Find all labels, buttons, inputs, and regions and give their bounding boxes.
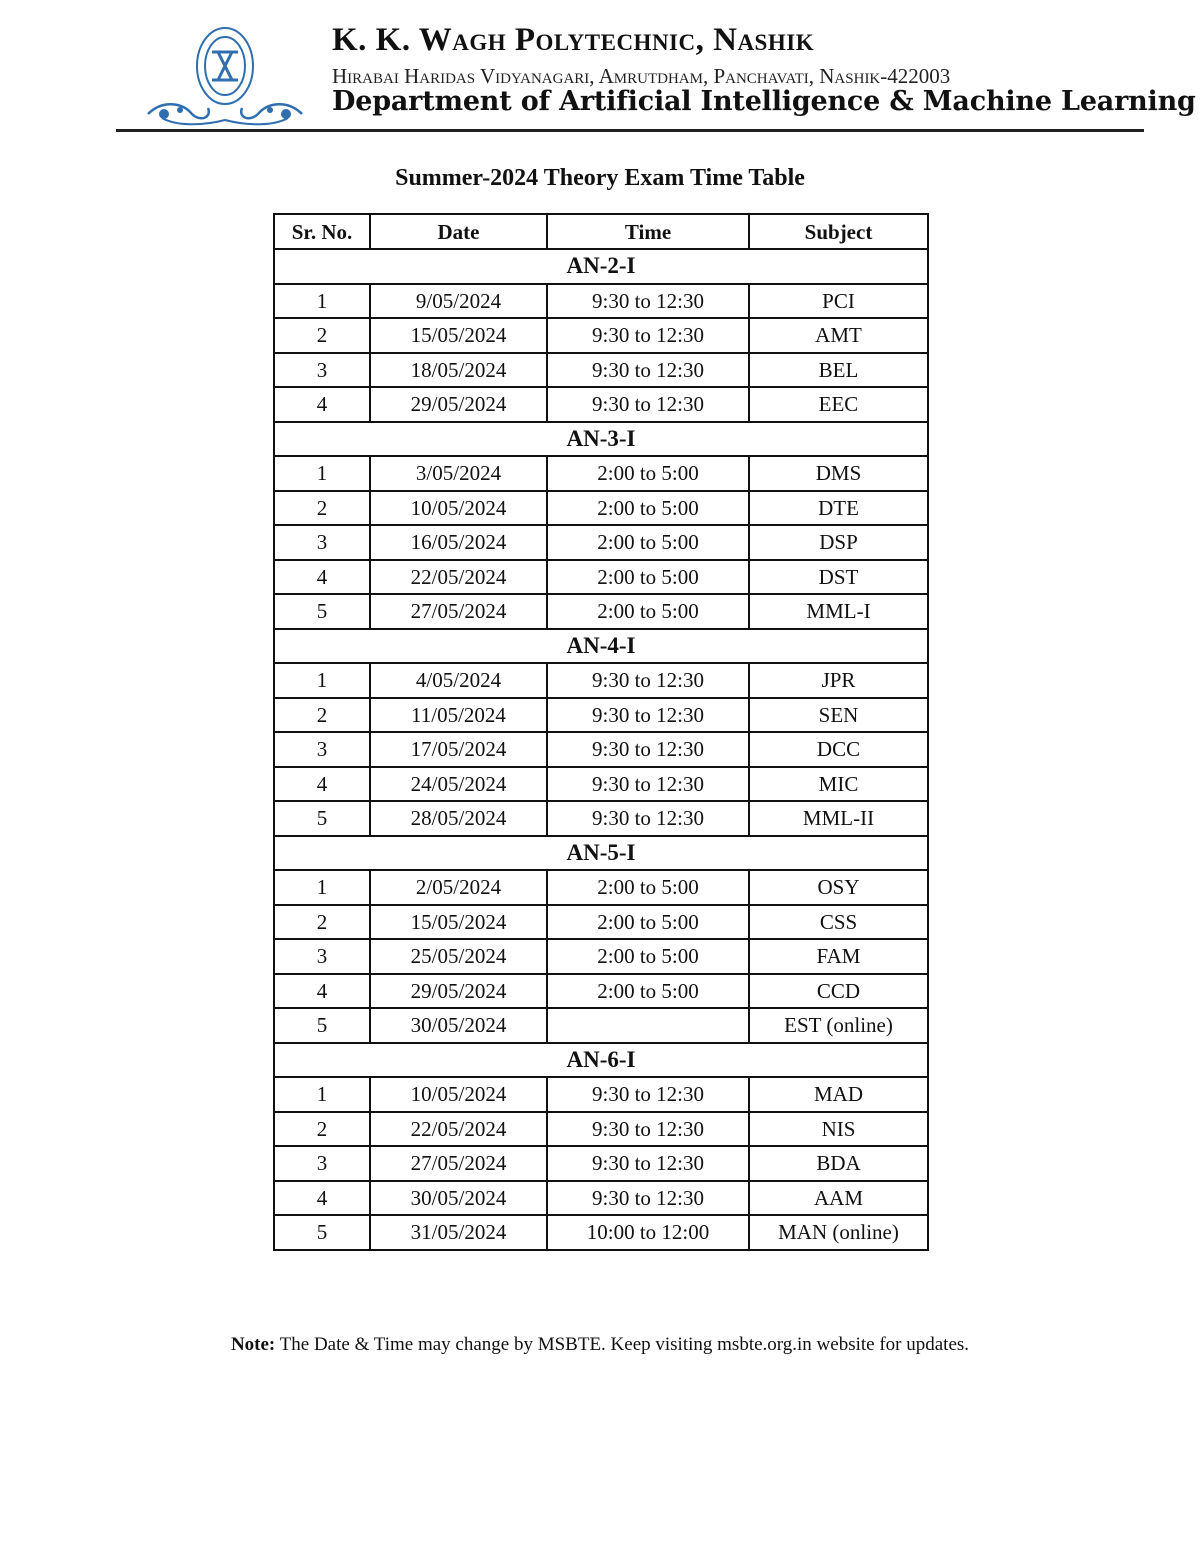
subject-cell: MAN (online) bbox=[749, 1215, 928, 1250]
sr-no-cell: 1 bbox=[274, 1077, 370, 1112]
sr-no-cell: 4 bbox=[274, 767, 370, 802]
subject-cell: PCI bbox=[749, 284, 928, 319]
subject-cell: MML-I bbox=[749, 594, 928, 629]
time-cell: 9:30 to 12:30 bbox=[547, 1077, 749, 1112]
date-cell: 27/05/2024 bbox=[370, 594, 547, 629]
date-cell: 31/05/2024 bbox=[370, 1215, 547, 1250]
sr-no-cell: 1 bbox=[274, 456, 370, 491]
date-cell: 30/05/2024 bbox=[370, 1181, 547, 1216]
institute-name: K. K. Wagh Polytechnic, Nashik bbox=[332, 22, 815, 58]
sr-no-cell: 4 bbox=[274, 387, 370, 422]
time-cell: 2:00 to 5:00 bbox=[547, 905, 749, 940]
subject-cell: SEN bbox=[749, 698, 928, 733]
time-cell: 9:30 to 12:30 bbox=[547, 284, 749, 319]
subject-cell: BDA bbox=[749, 1146, 928, 1181]
subject-cell: MIC bbox=[749, 767, 928, 802]
date-cell: 24/05/2024 bbox=[370, 767, 547, 802]
sr-no-cell: 4 bbox=[274, 560, 370, 595]
section-row bbox=[274, 836, 928, 871]
subject-cell: DCC bbox=[749, 732, 928, 767]
date-cell: 11/05/2024 bbox=[370, 698, 547, 733]
date-cell: 28/05/2024 bbox=[370, 801, 547, 836]
sr-no-cell: 5 bbox=[274, 594, 370, 629]
time-cell: 2:00 to 5:00 bbox=[547, 560, 749, 595]
date-cell: 10/05/2024 bbox=[370, 491, 547, 526]
section-row bbox=[274, 249, 928, 284]
sr-no-cell: 1 bbox=[274, 663, 370, 698]
table-row bbox=[274, 387, 928, 422]
time-cell: 2:00 to 5:00 bbox=[547, 594, 749, 629]
section-heading: AN-5-I bbox=[274, 836, 928, 871]
table-row bbox=[274, 353, 928, 388]
table-row bbox=[274, 525, 928, 560]
sr-no-cell: 2 bbox=[274, 491, 370, 526]
column-header-date: Date bbox=[370, 214, 547, 249]
page-title: Summer-2024 Theory Exam Time Table bbox=[395, 165, 805, 191]
subject-cell: DSP bbox=[749, 525, 928, 560]
date-cell: 25/05/2024 bbox=[370, 939, 547, 974]
time-cell: 9:30 to 12:30 bbox=[547, 1181, 749, 1216]
time-cell: 2:00 to 5:00 bbox=[547, 456, 749, 491]
subject-cell: DST bbox=[749, 560, 928, 595]
subject-cell: EST (online) bbox=[749, 1008, 928, 1043]
date-cell: 18/05/2024 bbox=[370, 353, 547, 388]
subject-cell: FAM bbox=[749, 939, 928, 974]
date-cell: 22/05/2024 bbox=[370, 1112, 547, 1147]
subject-cell: CCD bbox=[749, 974, 928, 1009]
date-cell: 15/05/2024 bbox=[370, 905, 547, 940]
time-cell: 9:30 to 12:30 bbox=[547, 663, 749, 698]
table-row bbox=[274, 698, 928, 733]
table-row bbox=[274, 594, 928, 629]
time-cell: 10:00 to 12:00 bbox=[547, 1215, 749, 1250]
sr-no-cell: 2 bbox=[274, 1112, 370, 1147]
time-cell: 2:00 to 5:00 bbox=[547, 939, 749, 974]
time-cell: 9:30 to 12:30 bbox=[547, 387, 749, 422]
time-cell: 9:30 to 12:30 bbox=[547, 318, 749, 353]
section-row bbox=[274, 629, 928, 664]
sr-no-cell: 3 bbox=[274, 732, 370, 767]
date-cell: 3/05/2024 bbox=[370, 456, 547, 491]
exam-timetable bbox=[273, 213, 929, 1251]
time-cell: 2:00 to 5:00 bbox=[547, 974, 749, 1009]
subject-cell: DTE bbox=[749, 491, 928, 526]
date-cell: 22/05/2024 bbox=[370, 560, 547, 595]
subject-cell: MML-II bbox=[749, 801, 928, 836]
table-row bbox=[274, 732, 928, 767]
section-heading: AN-6-I bbox=[274, 1043, 928, 1078]
date-cell: 16/05/2024 bbox=[370, 525, 547, 560]
time-cell: 9:30 to 12:30 bbox=[547, 767, 749, 802]
sr-no-cell: 3 bbox=[274, 353, 370, 388]
subject-cell: AMT bbox=[749, 318, 928, 353]
time-cell: 2:00 to 5:00 bbox=[547, 525, 749, 560]
table-row bbox=[274, 974, 928, 1009]
date-cell: 17/05/2024 bbox=[370, 732, 547, 767]
section-heading: AN-3-I bbox=[274, 422, 928, 457]
sr-no-cell: 3 bbox=[274, 1146, 370, 1181]
institute-address: Hirabai Haridas Vidyanagari, Amrutdham, Panchavati, Nashik-422003 bbox=[332, 64, 951, 88]
table-row bbox=[274, 939, 928, 974]
subject-cell: DMS bbox=[749, 456, 928, 491]
subject-cell: AAM bbox=[749, 1181, 928, 1216]
date-cell: 29/05/2024 bbox=[370, 974, 547, 1009]
sr-no-cell: 3 bbox=[274, 939, 370, 974]
table-row bbox=[274, 1112, 928, 1147]
subject-cell: CSS bbox=[749, 905, 928, 940]
sr-no-cell: 2 bbox=[274, 318, 370, 353]
note-label: Note: bbox=[230, 1334, 276, 1355]
subject-cell: MAD bbox=[749, 1077, 928, 1112]
subject-cell: JPR bbox=[749, 663, 928, 698]
column-header-time: Time bbox=[547, 214, 749, 249]
table-row bbox=[274, 318, 928, 353]
header-divider bbox=[116, 129, 1144, 132]
sr-no-cell: 4 bbox=[274, 1181, 370, 1216]
table-row bbox=[274, 1215, 928, 1250]
table-row bbox=[274, 767, 928, 802]
column-header-sr-no: Sr. No. bbox=[274, 214, 370, 249]
sr-no-cell: 5 bbox=[274, 1215, 370, 1250]
sr-no-cell: 3 bbox=[274, 525, 370, 560]
subject-cell: EEC bbox=[749, 387, 928, 422]
date-cell: 30/05/2024 bbox=[370, 1008, 547, 1043]
date-cell: 9/05/2024 bbox=[370, 284, 547, 319]
date-cell: 27/05/2024 bbox=[370, 1146, 547, 1181]
department-name: Department of Artificial Intelligence & Machine Learning bbox=[332, 86, 1196, 117]
date-cell: 10/05/2024 bbox=[370, 1077, 547, 1112]
sr-no-cell: 2 bbox=[274, 698, 370, 733]
subject-cell: OSY bbox=[749, 870, 928, 905]
time-cell: 9:30 to 12:30 bbox=[547, 801, 749, 836]
kkwagh-emblem-icon bbox=[142, 22, 308, 126]
date-cell: 15/05/2024 bbox=[370, 318, 547, 353]
footer-note bbox=[0, 1334, 1200, 1356]
table-row bbox=[274, 284, 928, 319]
column-header-subject: Subject bbox=[749, 214, 928, 249]
timetable-body bbox=[274, 249, 928, 1250]
letterhead bbox=[116, 18, 1196, 130]
section-heading: AN-2-I bbox=[274, 249, 928, 284]
sr-no-cell: 2 bbox=[274, 905, 370, 940]
table-row bbox=[274, 1077, 928, 1112]
sr-no-cell: 4 bbox=[274, 974, 370, 1009]
time-cell: 2:00 to 5:00 bbox=[547, 870, 749, 905]
time-cell: 9:30 to 12:30 bbox=[547, 1146, 749, 1181]
section-heading: AN-4-I bbox=[274, 629, 928, 664]
table-row bbox=[274, 905, 928, 940]
sr-no-cell: 1 bbox=[274, 284, 370, 319]
time-cell bbox=[547, 1008, 749, 1043]
note-text: The Date & Time may change by MSBTE. Keep visiting msbte.org.in website for updates. bbox=[275, 1334, 970, 1355]
table-row bbox=[274, 1181, 928, 1216]
table-header-row bbox=[274, 214, 928, 249]
table-row bbox=[274, 1008, 928, 1043]
section-row bbox=[274, 422, 928, 457]
table-row bbox=[274, 663, 928, 698]
table-row bbox=[274, 1146, 928, 1181]
sr-no-cell: 5 bbox=[274, 801, 370, 836]
table-row bbox=[274, 801, 928, 836]
subject-cell: NIS bbox=[749, 1112, 928, 1147]
table-row bbox=[274, 560, 928, 595]
time-cell: 9:30 to 12:30 bbox=[547, 353, 749, 388]
time-cell: 9:30 to 12:30 bbox=[547, 698, 749, 733]
time-cell: 9:30 to 12:30 bbox=[547, 732, 749, 767]
sr-no-cell: 5 bbox=[274, 1008, 370, 1043]
section-row bbox=[274, 1043, 928, 1078]
sr-no-cell: 1 bbox=[274, 870, 370, 905]
subject-cell: BEL bbox=[749, 353, 928, 388]
table-row bbox=[274, 491, 928, 526]
time-cell: 9:30 to 12:30 bbox=[547, 1112, 749, 1147]
date-cell: 2/05/2024 bbox=[370, 870, 547, 905]
date-cell: 4/05/2024 bbox=[370, 663, 547, 698]
table-row bbox=[274, 456, 928, 491]
date-cell: 29/05/2024 bbox=[370, 387, 547, 422]
time-cell: 2:00 to 5:00 bbox=[547, 491, 749, 526]
table-row bbox=[274, 870, 928, 905]
